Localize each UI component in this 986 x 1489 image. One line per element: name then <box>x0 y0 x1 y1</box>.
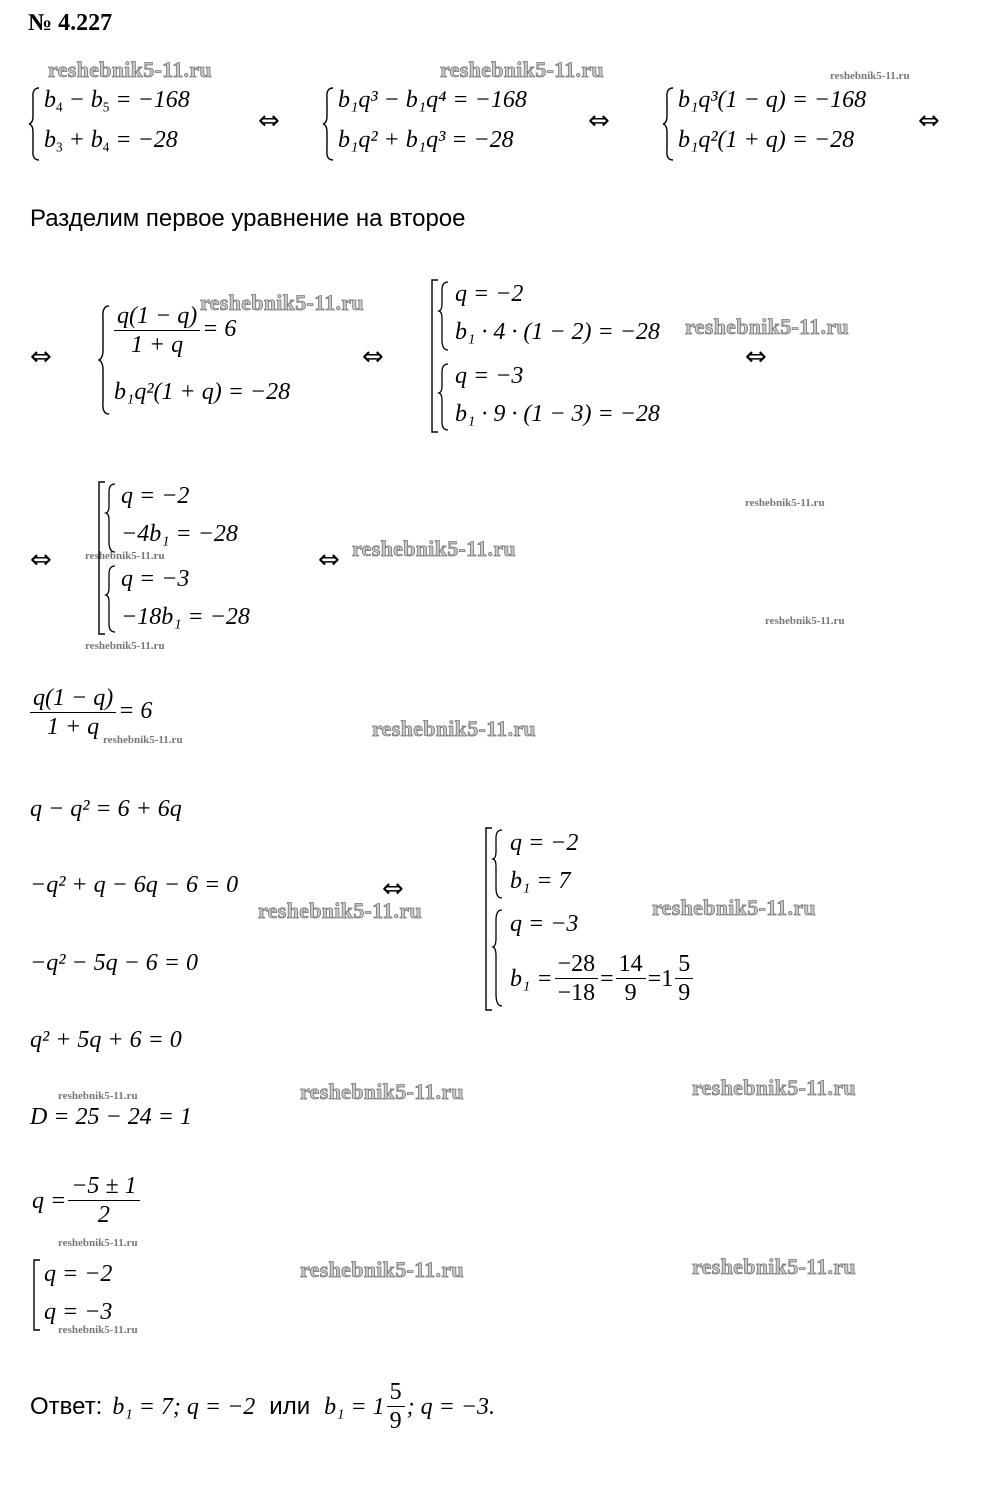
final-case1-b: b₁ = 7 <box>510 868 571 894</box>
roots-lhs: q = <box>32 1187 67 1214</box>
ratio-equation <box>28 686 152 739</box>
equivalence-arrow: ⇔ <box>588 106 610 136</box>
answer-line <box>30 1380 495 1433</box>
final-case2-b-lhs: b₁ = <box>510 965 553 992</box>
watermark: reshebnik5-11.ru <box>103 734 183 746</box>
answer-part2-rhs: ; q = −3. <box>406 1393 496 1420</box>
equivalence-arrow: ⇔ <box>362 342 384 372</box>
ratio-numerator: q(1 − q) <box>30 686 116 713</box>
watermark: reshebnik5-11.ru <box>200 290 364 315</box>
system-brace <box>322 86 336 162</box>
set-bracket <box>97 480 119 638</box>
set-bracket <box>430 278 452 436</box>
watermark: reshebnik5-11.ru <box>692 1075 856 1100</box>
watermark: reshebnik5-11.ru <box>830 70 910 82</box>
system3-equation2: b₁q²(1 + q) = −28 <box>678 127 855 153</box>
equivalence-arrow: ⇔ <box>318 545 340 575</box>
fraction-numerator: −28 <box>555 952 599 979</box>
answer-label: Ответ: <box>30 1392 103 1420</box>
ratio-numerator: q(1 − q) <box>114 304 200 331</box>
mixed-whole: 1 <box>661 965 674 992</box>
system1-equation1: $b_4 - b_5 = -168$ <box>44 87 190 115</box>
equation-line4: q² + 5q + 6 = 0 <box>30 1027 182 1053</box>
roots-numerator: −5 ± 1 <box>68 1174 139 1201</box>
divide-instruction: Разделим первое уравнение на второе <box>30 205 466 232</box>
final-case1-q: q = −2 <box>510 830 579 856</box>
system-brace <box>28 86 42 162</box>
watermark: reshebnik5-11.ru <box>372 716 536 741</box>
mixed-numerator: 5 <box>675 952 693 979</box>
watermark: reshebnik5-11.ru <box>685 314 849 339</box>
watermark: reshebnik5-11.ru <box>652 895 816 920</box>
system2-equation2: b₁q² + b₁q³ = −28 <box>338 127 514 153</box>
ratio-denominator: 1 + q <box>130 332 184 358</box>
mixed-denominator: 9 <box>678 980 691 1006</box>
system3-equation1: b₁q³(1 − q) = −168 <box>678 87 867 113</box>
fraction-denominator: 9 <box>624 980 637 1006</box>
problem-number: № 4.227 <box>28 10 113 36</box>
case1-q: q = −2 <box>455 281 524 307</box>
case1-q: q = −2 <box>121 483 190 509</box>
roots-formula <box>32 1174 142 1227</box>
case2-q: q = −3 <box>455 363 524 389</box>
equation-line3: −q² − 5q − 6 = 0 <box>30 950 198 976</box>
equivalence-arrow: ⇔ <box>745 342 767 372</box>
equivalence-arrow: ⇔ <box>918 106 940 136</box>
watermark: reshebnik5-11.ru <box>352 536 516 561</box>
equivalence-arrow: ⇔ <box>30 545 52 575</box>
equation-line1: q − q² = 6 + 6q <box>30 796 182 822</box>
watermark: reshebnik5-11.ru <box>300 1079 464 1104</box>
watermark: reshebnik5-11.ru <box>440 57 604 82</box>
system1-equation2: $b_3 + b_4 = -28$ <box>44 127 178 155</box>
roots-denominator: 2 <box>97 1202 110 1228</box>
watermark: reshebnik5-11.ru <box>692 1254 856 1279</box>
system-brace <box>662 86 676 162</box>
ratio-rhs: = 6 <box>118 698 153 725</box>
watermark: reshebnik5-11.ru <box>745 497 825 509</box>
watermark: reshebnik5-11.ru <box>58 1237 138 1249</box>
equivalence-arrow: ⇔ <box>30 342 52 372</box>
fraction-numerator: 14 <box>616 952 646 979</box>
system-equation2: b₁q²(1 + q) = −28 <box>114 379 291 405</box>
case1-b-equation: −4b₁ = −28 <box>121 521 238 547</box>
answer-part1: b₁ = 7; q = −2 <box>112 1393 256 1420</box>
watermark: reshebnik5-11.ru <box>300 1257 464 1282</box>
case1-b-equation: b₁ · 4 · (1 − 2) = −28 <box>455 319 660 345</box>
ratio-equation <box>112 304 236 357</box>
fraction-denominator: −18 <box>557 980 596 1006</box>
case2-q: q = −3 <box>121 566 190 592</box>
set-bracket <box>32 1258 42 1332</box>
equivalence-arrow: ⇔ <box>258 106 280 136</box>
watermark: reshebnik5-11.ru <box>58 1090 138 1102</box>
ratio-rhs: = 6 <box>202 316 237 343</box>
case2-b-equation: −18b₁ = −28 <box>121 604 250 630</box>
root2: q = −3 <box>44 1299 113 1325</box>
case2-b-equation: b₁ · 9 · (1 − 3) = −28 <box>455 401 660 427</box>
discriminant: D = 25 − 24 = 1 <box>30 1104 192 1130</box>
watermark: reshebnik5-11.ru <box>85 550 165 562</box>
watermark: reshebnik5-11.ru <box>85 640 165 652</box>
system-brace <box>98 304 112 416</box>
root1: q = −2 <box>44 1261 113 1287</box>
answer-or: или <box>269 1392 311 1420</box>
system2-equation1: b₁q³ − b₁q⁴ = −168 <box>338 87 527 113</box>
equation-line2: −q² + q − 6q − 6 = 0 <box>30 872 239 898</box>
watermark: reshebnik5-11.ru <box>58 1324 138 1336</box>
watermark: reshebnik5-11.ru <box>765 615 845 627</box>
final-case2-q: q = −3 <box>510 911 579 937</box>
ratio-denominator: 1 + q <box>46 714 100 740</box>
answer-mixed-denominator: 9 <box>389 1408 402 1434</box>
final-case2-b: b₁ = $\frac{-28}{-18}$ = $\frac{14}{9}$ = 1 $\frac{5}{9}$ <box>510 952 695 1005</box>
watermark: reshebnik5-11.ru <box>258 898 422 923</box>
answer-part2-lhs: b₁ = 1 <box>324 1393 385 1420</box>
answer-mixed-numerator: 5 <box>387 1380 405 1407</box>
set-bracket <box>484 826 506 1014</box>
equivalence-arrow: ⇔ <box>382 874 404 904</box>
watermark: reshebnik5-11.ru <box>48 57 212 82</box>
